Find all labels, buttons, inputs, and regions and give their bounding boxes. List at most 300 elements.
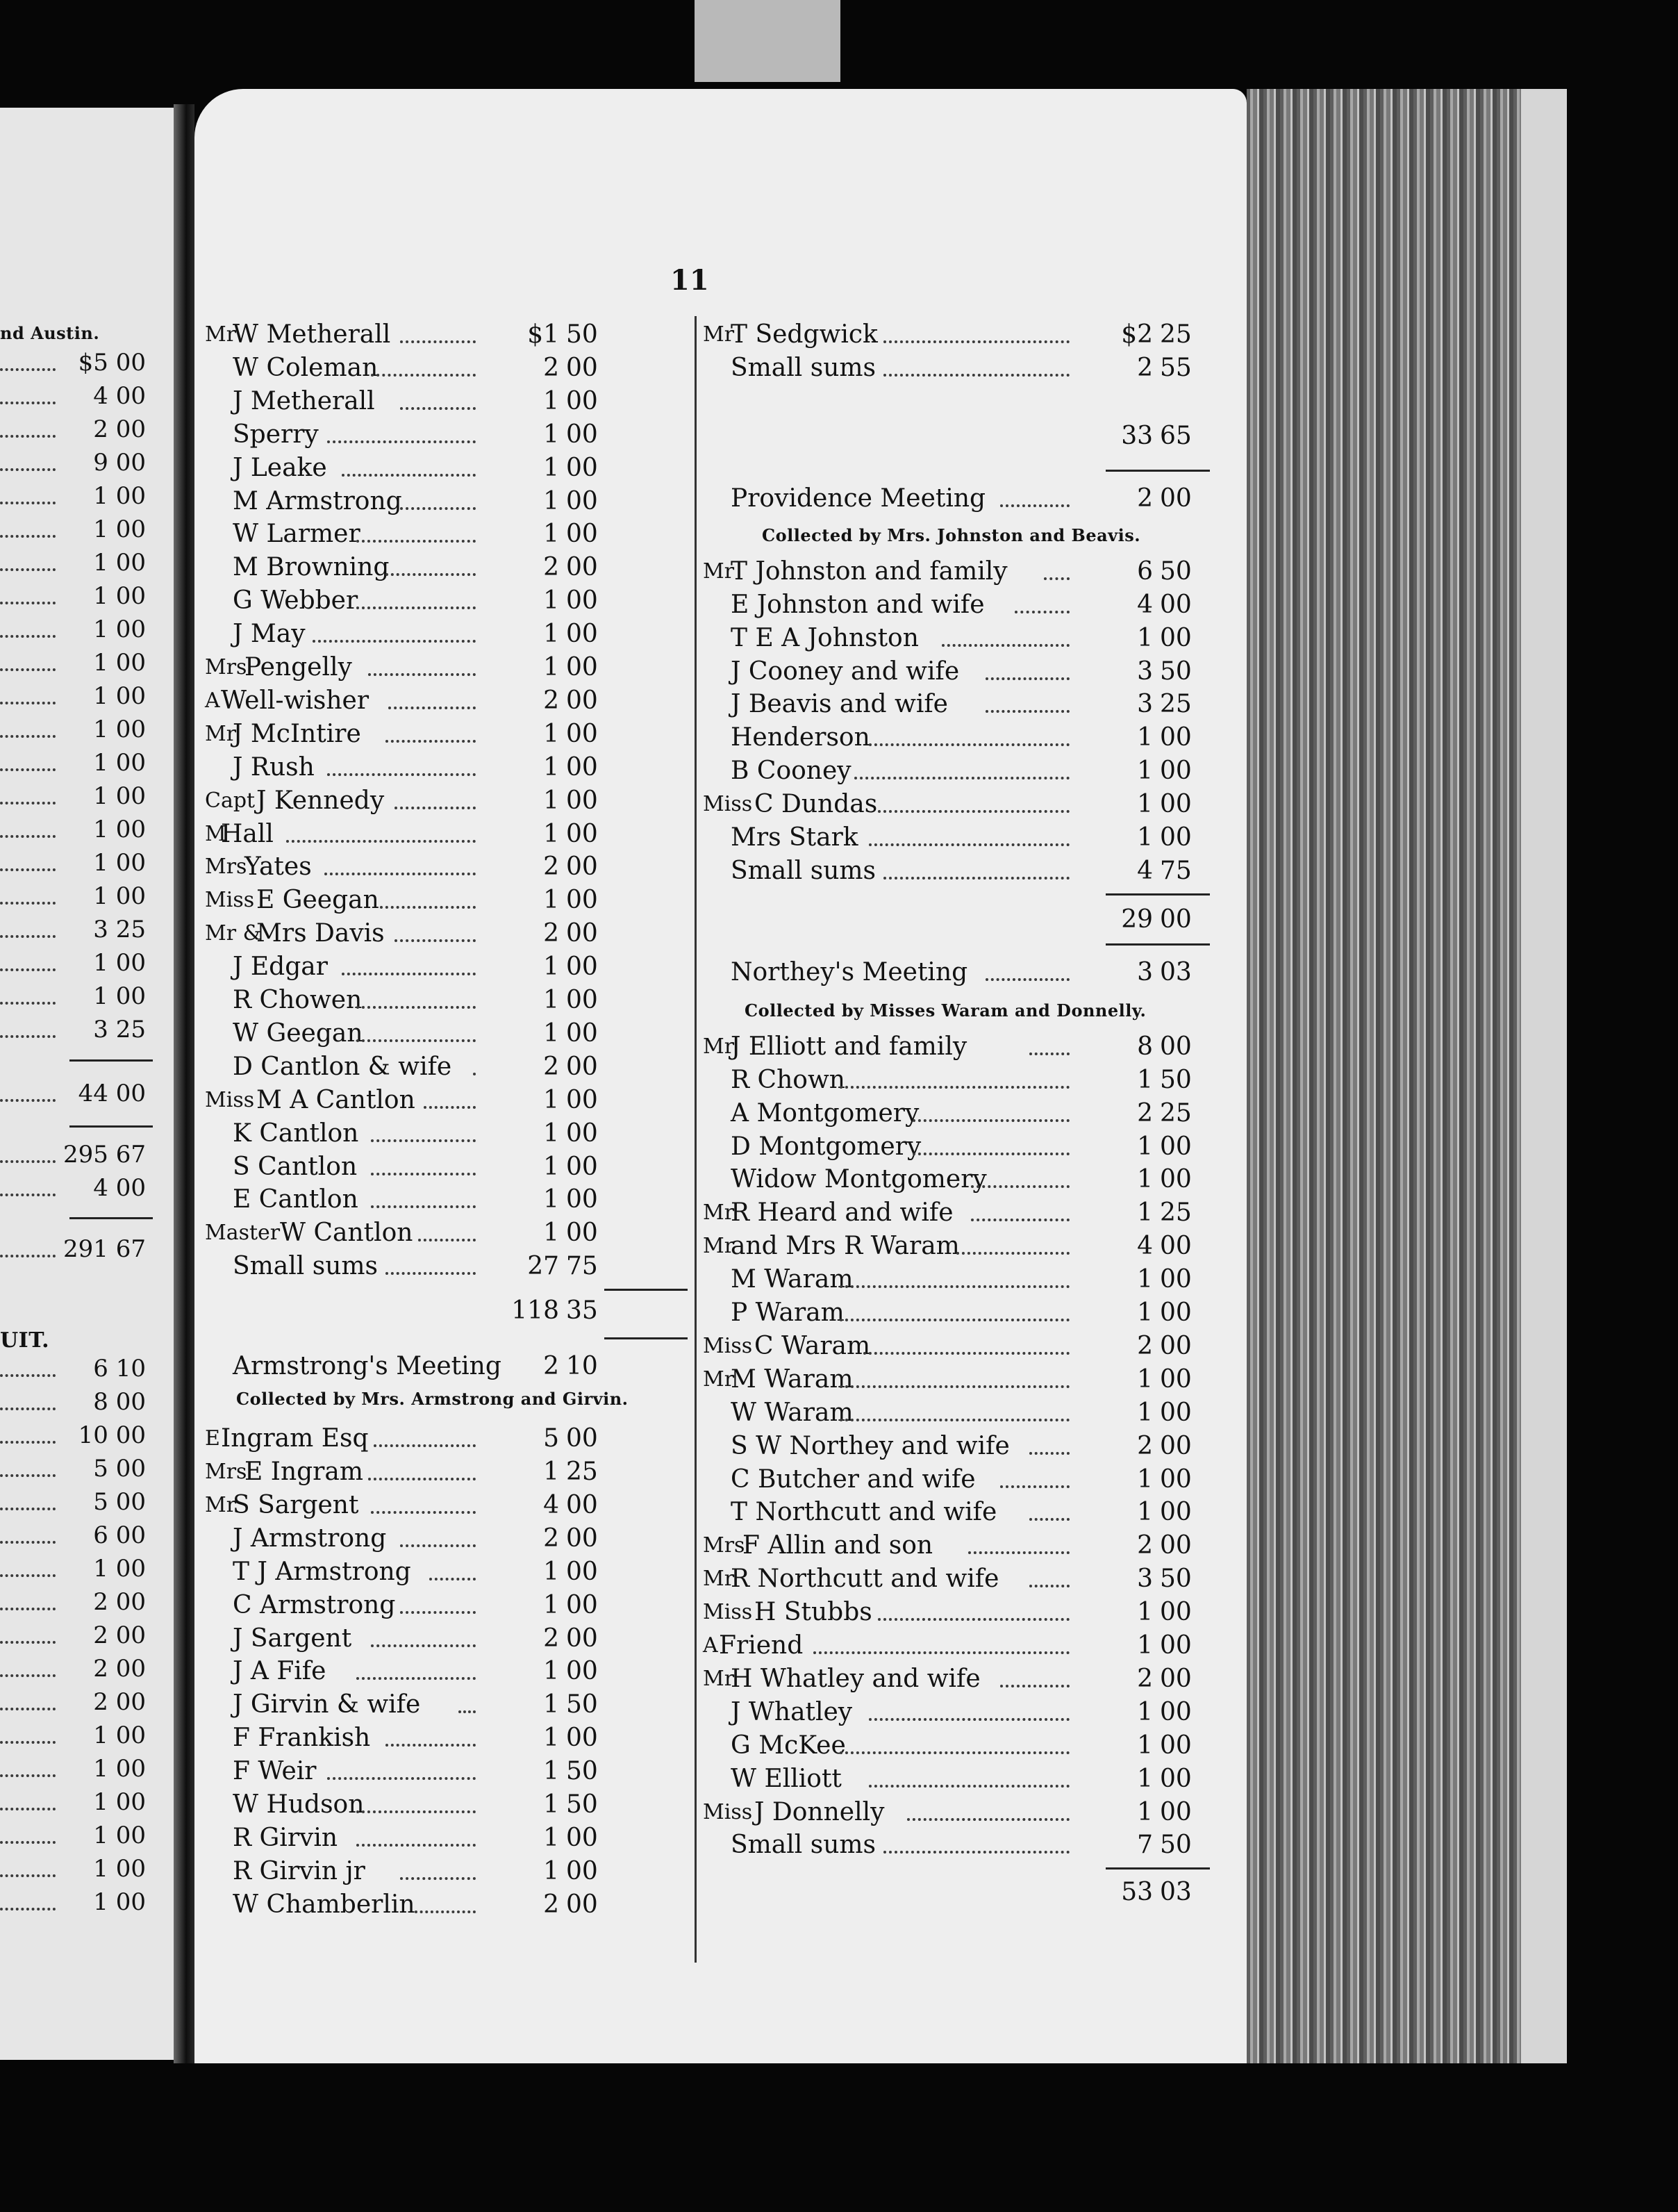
ledger-row [703, 1464, 1203, 1495]
left-page-amount: 6 00 [93, 1521, 146, 1549]
dollar-amount: 1 [543, 719, 559, 748]
name-prefix: Mrs [205, 655, 247, 679]
dot-leader [400, 1524, 476, 1554]
dollar-amount: 1 [543, 453, 559, 482]
cents-amount: 00 [1160, 1764, 1192, 1793]
cents-amount: 00 [1160, 723, 1192, 752]
dot-leader [878, 1597, 1070, 1628]
cents-amount: 00 [566, 386, 598, 415]
left-page-amount: 4 00 [93, 382, 146, 410]
ledger-row [205, 1490, 691, 1521]
dot-leader [368, 652, 476, 683]
cents-amount: 00 [1160, 1464, 1192, 1494]
cents-amount: 00 [566, 886, 598, 915]
ledger-row [703, 1697, 1203, 1728]
contributor-name: E Cantlon [233, 1185, 358, 1214]
contributor-name: R Girvin jr [233, 1856, 365, 1885]
ledger-row [205, 420, 691, 450]
ledger-row [205, 1119, 691, 1149]
ledger-row [205, 1524, 691, 1554]
contributor-name: M Armstrong [233, 486, 402, 515]
ledger-row [205, 353, 691, 383]
dollar-amount: 1 [1137, 1731, 1153, 1760]
contributor-name: M Waram [731, 1265, 854, 1294]
left-page-amount: 9 00 [93, 449, 146, 477]
sum-rule [69, 1125, 153, 1128]
ledger-row [703, 1098, 1203, 1129]
left-page-amount: 291 67 [63, 1235, 146, 1263]
contributor-name: F Frankish [233, 1724, 371, 1753]
contributor-name: W Geegan [233, 1018, 363, 1048]
cents-amount: 00 [566, 1085, 598, 1114]
contributor-name: T E A Johnston [731, 623, 919, 652]
dot-leader [986, 689, 1070, 720]
cents-amount: 00 [566, 1890, 598, 1919]
ledger-row [205, 1890, 691, 1920]
ledger-row [703, 1764, 1203, 1794]
ledger-row [205, 386, 691, 417]
name-prefix: Mr [205, 721, 237, 746]
column-divider [695, 316, 697, 1963]
dot-leader [356, 1656, 476, 1687]
contributor-name: T J Armstrong [233, 1557, 411, 1586]
cents-amount: 00 [566, 1052, 598, 1081]
cents-amount: 25 [1160, 1098, 1192, 1128]
dollar-amount: 2 [543, 553, 559, 582]
dot-leader [1044, 556, 1070, 587]
dollar-amount: 1 [543, 386, 559, 415]
dollar-amount: 8 [1137, 1032, 1153, 1061]
contributor-name: T Johnston and family [731, 556, 1008, 586]
dollar-amount: 1 [1137, 1598, 1153, 1627]
contributor-name: W Larmer [233, 520, 360, 549]
contributor-name: H Stubbs [754, 1598, 872, 1627]
dot-leader [371, 1624, 476, 1654]
dollar-amount: 1 [1137, 823, 1153, 852]
dot-leader [356, 586, 476, 616]
left-page-amount: 1 00 [93, 882, 146, 910]
ledger-row [205, 719, 691, 750]
dollar-amount: 1 [1137, 723, 1153, 752]
ledger-row [703, 1431, 1203, 1462]
contributor-name: J Elliott and family [731, 1032, 967, 1061]
cents-amount: 00 [566, 719, 598, 748]
dot-leader [415, 1890, 476, 1920]
dollar-amount: 29 [1121, 905, 1153, 934]
contributor-name: J Sargent [233, 1624, 352, 1653]
ledger-row [205, 752, 691, 783]
cents-amount: 00 [566, 1490, 598, 1519]
dollar-amount: 4 [1137, 856, 1153, 885]
name-prefix: Mrs [205, 855, 247, 880]
dot-leader [356, 519, 476, 550]
name-prefix: M [205, 821, 226, 846]
ledger-row [703, 1231, 1203, 1262]
contributor-name: J Rush [233, 752, 315, 782]
dot-leader [1029, 1497, 1070, 1528]
collected-by-note: Collected by Mrs. Armstrong and Girvin. [236, 1389, 629, 1410]
ledger-row [205, 1590, 691, 1621]
cents-amount: 00 [1160, 623, 1192, 652]
dollar-amount: 1 [543, 1219, 559, 1248]
name-prefix: Mr [703, 1367, 735, 1392]
name-prefix: Capt [205, 788, 256, 813]
cents-amount: 00 [566, 553, 598, 582]
ledger-row [205, 486, 691, 517]
dot-leader [394, 918, 476, 949]
dollar-amount: 1 [543, 1458, 559, 1486]
collected-by-note: Collected by Mrs. Johnston and Beavis. [762, 525, 1141, 545]
contributor-name: F Allin and son [742, 1531, 933, 1560]
contributor-name: S Cantlon [233, 1152, 358, 1181]
contributor-name: B Cooney [731, 757, 852, 786]
cents-amount: 00 [566, 1724, 598, 1753]
contributor-name: and Mrs R Waram [731, 1232, 960, 1261]
ledger-row [205, 686, 691, 716]
left-page-amount: 2 00 [93, 1588, 146, 1616]
dot-leader [385, 552, 476, 583]
dot-leader [424, 1085, 476, 1116]
dollar-amount: 1 [543, 1757, 559, 1786]
dollar-amount: 7 [1137, 1831, 1153, 1860]
dollar-amount: 53 [1121, 1878, 1153, 1907]
left-page-amount: 3 25 [93, 916, 146, 943]
left-page-amount: 1 00 [93, 982, 146, 1010]
dot-leader [400, 1856, 476, 1887]
left-page-header: nd Austin. [0, 323, 100, 343]
dollar-amount: 1 [1137, 757, 1153, 786]
cents-amount: 00 [1160, 1165, 1192, 1194]
contributor-name: M Browning [233, 553, 390, 582]
cents-amount: 50 [566, 320, 598, 349]
cents-amount: 00 [1160, 1498, 1192, 1527]
dollar-amount: 2 [1137, 1431, 1153, 1460]
ledger-row [205, 1656, 691, 1687]
name-prefix: A [703, 1633, 718, 1658]
name-prefix: E [205, 1426, 220, 1451]
contributor-name: S W Northey and wife [731, 1431, 1010, 1460]
dot-leader [854, 756, 1070, 786]
cents-amount: 00 [566, 1424, 598, 1453]
dot-leader [388, 686, 476, 716]
cents-amount: 00 [566, 819, 598, 848]
dollar-amount: 1 [543, 986, 559, 1014]
dot-leader [1000, 1464, 1070, 1495]
cents-amount: 03 [1160, 1878, 1192, 1907]
contributor-name: Henderson [731, 723, 870, 752]
dot-leader [286, 819, 476, 850]
dollar-amount: 1 [543, 886, 559, 915]
cents-amount: 00 [566, 919, 598, 948]
contributor-name: C Armstrong [233, 1590, 396, 1619]
dot-leader [863, 1331, 1070, 1362]
ledger-row [703, 689, 1203, 720]
dollar-amount: 2 [1137, 1098, 1153, 1128]
ledger-row [205, 1457, 691, 1487]
dot-leader [986, 657, 1070, 687]
cents-amount: 00 [1160, 1398, 1192, 1427]
dollar-amount: 1 [543, 1185, 559, 1214]
contributor-name: Mrs Davis [256, 919, 385, 948]
name-prefix: A [205, 688, 220, 713]
contributor-name: Hall [221, 819, 274, 848]
dollar-amount: 1 [1137, 1132, 1153, 1161]
book-gutter [174, 104, 194, 2063]
dollar-amount: 118 [511, 1296, 559, 1326]
contributor-name: J Metherall [233, 386, 375, 415]
contributor-name: P Waram [731, 1298, 845, 1327]
cents-amount: 00 [566, 1219, 598, 1248]
dollar-amount: 1 [1137, 1364, 1153, 1394]
cents-amount: 00 [1160, 1232, 1192, 1261]
left-page-amount: $5 00 [78, 349, 146, 377]
cents-amount: 00 [1160, 905, 1192, 934]
cents-amount: 65 [1160, 421, 1192, 450]
ledger-row [703, 1264, 1203, 1295]
cents-amount: 50 [566, 1790, 598, 1819]
dot-leader [385, 1723, 476, 1753]
dot-leader [840, 1398, 1070, 1428]
main-page [194, 89, 1247, 2063]
cents-amount: 00 [566, 952, 598, 982]
dot-leader [1029, 1431, 1070, 1462]
name-prefix: Miss [703, 1600, 753, 1625]
dollar-amount: 1 [1137, 1631, 1153, 1660]
dollar-amount: 1 [1137, 1198, 1153, 1228]
contributor-name: Sperry [233, 420, 319, 449]
cents-amount: 75 [566, 1252, 598, 1281]
contributor-name: W Metherall [233, 320, 391, 349]
dollar-amount: 1 [543, 1557, 559, 1586]
cents-amount: 00 [566, 752, 598, 782]
dollar-amount: 3 [1137, 690, 1153, 719]
ledger-row [703, 1530, 1203, 1561]
dot-leader [327, 420, 476, 450]
dollar-amount: $1 [527, 320, 559, 349]
ledger-row [205, 1018, 691, 1049]
name-prefix: Mr [703, 322, 735, 347]
dot-leader [913, 1098, 1070, 1129]
ledger-row [205, 985, 691, 1016]
cents-amount: 00 [1160, 1431, 1192, 1460]
dollar-amount: 1 [543, 653, 559, 682]
cents-amount: 00 [566, 1624, 598, 1653]
cents-amount: 50 [1160, 1831, 1192, 1860]
cents-amount: 00 [1160, 1697, 1192, 1726]
ledger-row [703, 1164, 1203, 1195]
dollar-amount: 2 [543, 919, 559, 948]
left-page-amount: 295 67 [63, 1141, 146, 1169]
contributor-name: J Leake [233, 453, 327, 482]
ledger-row [703, 484, 1203, 514]
left-page-amount: 6 10 [93, 1355, 146, 1382]
name-prefix: Miss [703, 1333, 753, 1358]
ledger-row [703, 856, 1203, 886]
dot-leader [368, 1457, 476, 1487]
column-total [205, 1296, 691, 1326]
left-page-amount: 2 00 [93, 1655, 146, 1683]
dollar-amount: 2 [543, 686, 559, 715]
cents-amount: 00 [1160, 757, 1192, 786]
dollar-amount: 2 [543, 1052, 559, 1081]
left-page-amount: 1 00 [93, 1755, 146, 1783]
cents-amount: 00 [566, 1557, 598, 1586]
dot-leader [840, 1065, 1070, 1096]
contributor-name: Small sums [731, 856, 877, 885]
contributor-name: W Chamberlin [233, 1890, 415, 1919]
left-page-amount: 44 00 [78, 1080, 146, 1107]
contributor-name: J Beavis and wife [731, 690, 948, 719]
ledger-row [205, 819, 691, 850]
contributor-name: W Elliott [731, 1764, 842, 1793]
name-prefix: Mr [703, 1666, 735, 1691]
dot-leader [907, 1797, 1070, 1828]
contributor-name: J Whatley [731, 1697, 853, 1726]
name-prefix: Master [205, 1221, 281, 1246]
cents-amount: 50 [1160, 1065, 1192, 1094]
name-prefix: Miss [205, 888, 255, 913]
dot-leader [913, 1132, 1070, 1162]
dollar-amount: 1 [1137, 1165, 1153, 1194]
ledger-row [703, 823, 1203, 853]
contributor-name: Yates [244, 852, 312, 882]
dollar-amount: 1 [543, 1152, 559, 1181]
dot-leader [869, 1764, 1070, 1794]
sum-rule [1106, 943, 1210, 946]
ledger-row [205, 586, 691, 616]
name-prefix: Miss [703, 1799, 753, 1824]
cents-amount: 50 [1160, 556, 1192, 586]
dollar-amount: 1 [543, 620, 559, 649]
left-page-amount: 8 00 [93, 1388, 146, 1416]
ledger-row [205, 918, 691, 949]
dot-leader [400, 320, 476, 350]
left-page-amount: 1 00 [93, 749, 146, 777]
contributor-name: Small sums [233, 1252, 379, 1281]
contributor-name: Ingram Esq [221, 1424, 369, 1453]
ledger-row [703, 1797, 1203, 1828]
cents-amount: 50 [1160, 1565, 1192, 1594]
cents-amount: 00 [1160, 1132, 1192, 1161]
meeting-total [703, 1877, 1203, 1908]
cents-amount: 25 [1160, 320, 1192, 349]
cents-amount: 00 [1160, 1531, 1192, 1560]
ledger-row [205, 1756, 691, 1787]
left-page-amount: 1 00 [93, 1888, 146, 1916]
ledger-row [205, 786, 691, 816]
dot-leader [883, 856, 1070, 886]
ledger-row [703, 1564, 1203, 1594]
left-page-amount: 3 25 [93, 1016, 146, 1043]
ledger-row [205, 652, 691, 683]
dot-leader [840, 1264, 1070, 1295]
dollar-amount: 33 [1121, 421, 1153, 450]
cents-amount: 00 [1160, 1797, 1192, 1826]
contributor-name: Small sums [731, 1831, 877, 1860]
dollar-amount: 1 [1137, 1498, 1153, 1527]
dot-leader [878, 789, 1070, 820]
contributor-name: Providence Meeting [731, 484, 986, 513]
contributor-name: Mrs Stark [731, 823, 858, 852]
cents-amount: 25 [1160, 690, 1192, 719]
cents-amount: 25 [1160, 1198, 1192, 1228]
dot-leader [869, 723, 1070, 753]
cents-amount: 00 [566, 1018, 598, 1048]
contributor-name: Friend [719, 1631, 804, 1660]
cents-amount: 00 [566, 986, 598, 1014]
dollar-amount: 1 [543, 520, 559, 549]
dot-leader [429, 1557, 476, 1587]
contributor-name: S Sargent [233, 1490, 359, 1519]
contributor-name: J May [233, 620, 306, 649]
dollar-amount: 1 [1137, 1697, 1153, 1726]
left-page-amount: 1 00 [93, 682, 146, 710]
dollar-amount: 6 [1137, 556, 1153, 586]
cents-amount: 00 [566, 686, 598, 715]
cents-amount: 00 [566, 786, 598, 815]
cents-amount: 00 [566, 1185, 598, 1214]
dot-leader [380, 885, 476, 916]
cents-amount: 00 [566, 1856, 598, 1885]
dot-leader [883, 1830, 1070, 1860]
cents-amount: 00 [566, 453, 598, 482]
name-prefix: Miss [205, 1087, 255, 1112]
left-page-amount: 1 00 [93, 949, 146, 977]
ledger-row [703, 1664, 1203, 1694]
cents-amount: 00 [1160, 1731, 1192, 1760]
cents-amount: 50 [566, 1690, 598, 1719]
ledger-row [703, 1631, 1203, 1661]
dollar-amount: 1 [543, 1856, 559, 1885]
ledger-row [703, 1065, 1203, 1096]
dot-leader [813, 1631, 1070, 1661]
cents-amount: 00 [566, 1524, 598, 1553]
contributor-name: G Webber [233, 586, 358, 616]
contributor-name: Pengelly [244, 653, 352, 682]
cents-amount: 00 [566, 1119, 598, 1148]
name-prefix: Mr [205, 1492, 237, 1517]
ledger-row [703, 1298, 1203, 1328]
dot-leader [374, 1423, 476, 1454]
dollar-amount: 2 [1137, 1531, 1153, 1560]
name-prefix: Mr [703, 559, 735, 584]
contributor-name: W Coleman [233, 353, 379, 382]
ledger-row [205, 1690, 691, 1720]
cents-amount: 00 [1160, 1664, 1192, 1693]
dot-leader [356, 1018, 476, 1049]
dot-leader [313, 619, 476, 650]
ledger-row [703, 957, 1203, 988]
left-page-amount: 2 00 [93, 1688, 146, 1716]
ledger-row [205, 1152, 691, 1182]
left-page-amount: 4 00 [93, 1174, 146, 1202]
dot-leader [942, 623, 1070, 654]
cents-amount: 00 [566, 620, 598, 649]
sum-rule [1106, 1867, 1210, 1870]
dollar-amount: 3 [1137, 1565, 1153, 1594]
contributor-name: F Weir [233, 1757, 317, 1786]
dot-leader [418, 1218, 476, 1248]
dollar-amount: 1 [1137, 1265, 1153, 1294]
contributor-name: J Kennedy [256, 786, 385, 815]
contributor-name: C Dundas [754, 790, 878, 819]
dot-leader [473, 1052, 476, 1082]
dot-leader [400, 386, 476, 417]
ledger-row [703, 1497, 1203, 1528]
ledger-row [703, 1597, 1203, 1628]
sum-rule [69, 1059, 153, 1062]
ledger-row [205, 1790, 691, 1820]
